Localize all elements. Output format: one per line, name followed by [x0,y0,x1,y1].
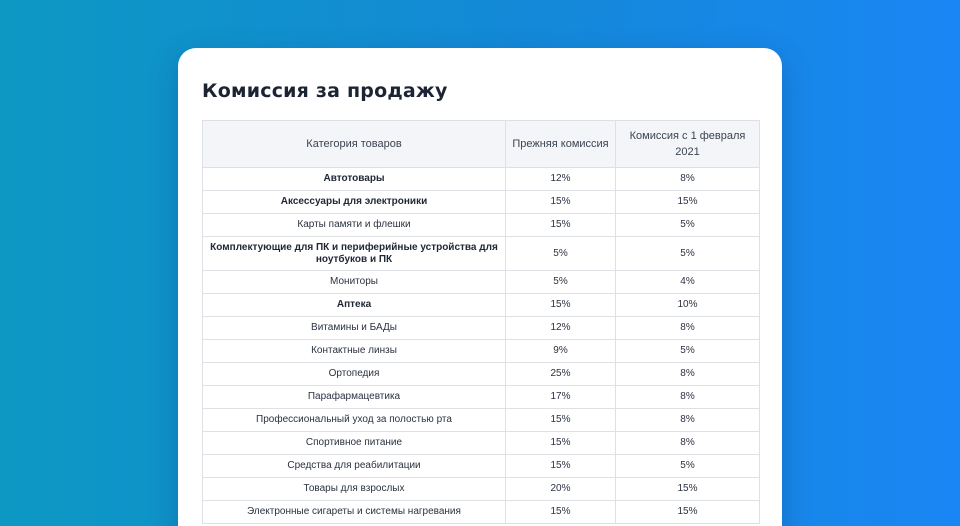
table-row [203,409,760,432]
old-commission-cell: 9% [506,340,616,363]
category-cell: Контактные линзы [203,340,506,363]
new-commission-cell: 5% [616,237,760,271]
table-row [203,214,760,237]
category-cell: Товары для взрослых [203,478,506,501]
table-row [203,294,760,317]
table-row [203,501,760,524]
category-cell: Витамины и БАДы [203,317,506,340]
old-commission-cell: 17% [506,386,616,409]
old-commission-cell: 15% [506,214,616,237]
new-commission-cell: 15% [616,478,760,501]
old-commission-cell: 5% [506,271,616,294]
category-cell: Парафармацевтика [203,386,506,409]
category-cell: Автотовары [203,168,506,191]
table-row [203,271,760,294]
new-commission-cell: 8% [616,386,760,409]
old-commission-cell: 12% [506,168,616,191]
table-row [203,478,760,501]
old-commission-cell: 5% [506,237,616,271]
new-commission-cell: 8% [616,317,760,340]
category-cell: Аксессуары для электроники [203,191,506,214]
table-row [203,317,760,340]
table-row [203,168,760,191]
new-commission-cell: 4% [616,271,760,294]
header-category: Категория товаров [203,121,506,168]
category-cell: Профессиональный уход за полостью рта [203,409,506,432]
new-commission-cell: 8% [616,409,760,432]
commission-table [202,120,760,524]
old-commission-cell: 20% [506,478,616,501]
old-commission-cell: 15% [506,294,616,317]
old-commission-cell: 15% [506,191,616,214]
commission-card [178,48,782,526]
new-commission-cell: 8% [616,363,760,386]
old-commission-cell: 15% [506,432,616,455]
table-row [203,363,760,386]
old-commission-cell: 15% [506,501,616,524]
table-row [203,237,760,271]
new-commission-cell: 15% [616,501,760,524]
old-commission-cell: 25% [506,363,616,386]
old-commission-cell: 15% [506,409,616,432]
new-commission-cell: 10% [616,294,760,317]
table-row [203,455,760,478]
new-commission-cell: 5% [616,455,760,478]
category-cell: Спортивное питание [203,432,506,455]
table-row [203,191,760,214]
new-commission-cell: 5% [616,214,760,237]
old-commission-cell: 12% [506,317,616,340]
category-cell: Комплектующие для ПК и периферийные устройства для ноутбуков и ПК [203,237,506,271]
old-commission-cell: 15% [506,455,616,478]
table-row [203,340,760,363]
header-new-commission: Комиссия с 1 февраля 2021 [616,121,760,168]
table-row [203,386,760,409]
header-old-commission: Прежняя комиссия [506,121,616,168]
new-commission-cell: 8% [616,168,760,191]
category-cell: Электронные сигареты и системы нагревания [203,501,506,524]
category-cell: Ортопедия [203,363,506,386]
table-header-row [203,121,760,168]
category-cell: Средства для реабилитации [203,455,506,478]
new-commission-cell: 15% [616,191,760,214]
category-cell: Мониторы [203,271,506,294]
category-cell: Аптека [203,294,506,317]
new-commission-cell: 5% [616,340,760,363]
new-commission-cell: 8% [616,432,760,455]
card-title: Комиссия за продажу [202,80,448,102]
category-cell: Карты памяти и флешки [203,214,506,237]
table-row [203,432,760,455]
